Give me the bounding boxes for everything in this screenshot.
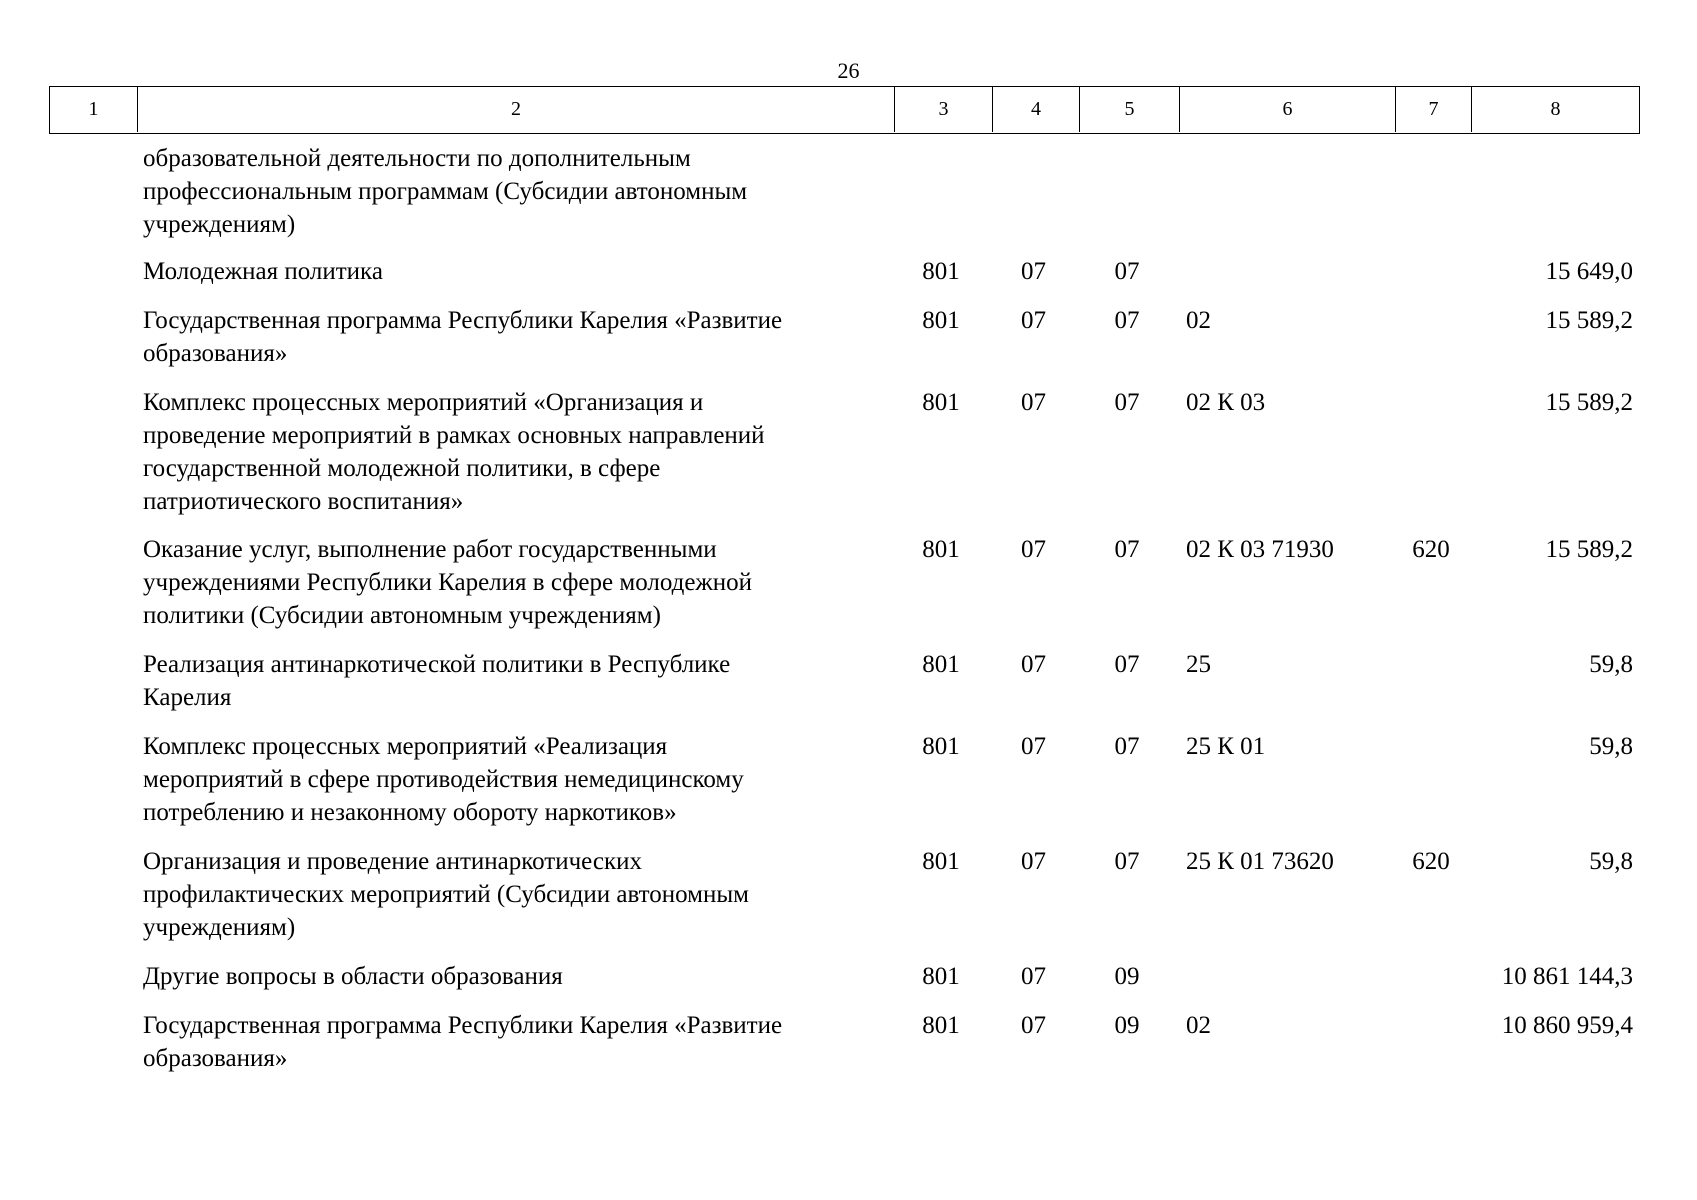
pr-code: 07: [1114, 389, 1140, 416]
rz-code: 07: [1021, 733, 1046, 760]
pr-code: 07: [1114, 848, 1140, 875]
row-description: [143, 533, 883, 632]
description-line: Карелия: [143, 684, 232, 711]
description-line: образования»: [143, 1045, 288, 1072]
description-line: Государственная программа Республики Карелия «Развитие: [143, 307, 783, 334]
header-cell-3: 3: [894, 87, 992, 132]
row-description: [143, 648, 883, 714]
description-line: Государственная программа Республики Карелия «Развитие: [143, 1012, 783, 1039]
description-line: Комплекс процессных мероприятий «Реализация: [143, 733, 668, 760]
sum-value: 10 861 144,3: [1501, 963, 1633, 990]
description-line: проведение мероприятий в рамках основных направлений: [143, 422, 765, 449]
rz-code: 07: [1021, 651, 1046, 678]
vr-code: 620: [1412, 848, 1450, 875]
table-header: [49, 86, 1640, 134]
rz-code: 07: [1021, 389, 1046, 416]
rz-code: 07: [1021, 307, 1046, 334]
rz-code: 07: [1021, 1012, 1046, 1039]
description-line: Реализация антинаркотической политики в Республике: [143, 651, 731, 678]
pr-code: 07: [1114, 258, 1140, 285]
gr-code: 801: [922, 848, 960, 875]
page-number: 26: [837, 58, 860, 83]
sum-value: 15 649,0: [1545, 258, 1633, 285]
description-line: патриотического воспитания»: [143, 488, 464, 515]
description-line: профилактических мероприятий (Субсидии автономным: [143, 881, 749, 908]
description-line: учреждениям): [143, 914, 296, 941]
row-description: [143, 845, 883, 944]
cs-code: 02 К 03 71930: [1186, 536, 1334, 563]
cs-code: 02: [1186, 307, 1211, 334]
description-line: Комплекс процессных мероприятий «Организация и: [143, 389, 704, 416]
row-description: [143, 960, 883, 993]
gr-code: 801: [922, 963, 960, 990]
rz-code: 07: [1021, 536, 1046, 563]
gr-code: 801: [922, 651, 960, 678]
rz-code: 07: [1021, 963, 1046, 990]
sum-value: 59,8: [1589, 651, 1633, 678]
row-description: [143, 730, 883, 829]
gr-code: 801: [922, 389, 960, 416]
description-line: Другие вопросы в области образования: [143, 963, 563, 990]
description-line: потреблению и незаконному обороту наркотиков»: [143, 799, 677, 826]
row-description: [143, 386, 883, 518]
description-line: образовательной деятельности по дополнительным: [143, 145, 691, 172]
header-cell-5: 5: [1079, 87, 1179, 132]
pr-code: 07: [1114, 536, 1140, 563]
pr-code: 07: [1114, 733, 1140, 760]
description-line: образования»: [143, 340, 288, 367]
row-description: [143, 255, 883, 288]
sum-value: 15 589,2: [1545, 389, 1633, 416]
description-line: политики (Субсидии автономным учреждениям): [143, 602, 661, 629]
description-line: учреждениям): [143, 211, 296, 238]
rz-code: 07: [1021, 258, 1046, 285]
row-description: [143, 142, 883, 241]
header-cell-2: 2: [137, 87, 894, 132]
gr-code: 801: [922, 307, 960, 334]
sum-value: 59,8: [1589, 848, 1633, 875]
description-line: Молодежная политика: [143, 258, 383, 285]
cs-code: 02: [1186, 1012, 1211, 1039]
sum-value: 15 589,2: [1545, 536, 1633, 563]
gr-code: 801: [922, 258, 960, 285]
cs-code: 25 К 01 73620: [1186, 848, 1334, 875]
row-description: [143, 1009, 883, 1075]
pr-code: 09: [1114, 963, 1140, 990]
cs-code: 25 К 01: [1186, 733, 1266, 760]
description-line: государственной молодежной политики, в сфере: [143, 455, 661, 482]
header-cell-4: 4: [992, 87, 1079, 132]
description-line: мероприятий в сфере противодействия немедицинскому: [143, 766, 744, 793]
header-cell-6: 6: [1179, 87, 1395, 132]
description-line: Организация и проведение антинаркотических: [143, 848, 643, 875]
header-cell-1: 1: [88, 98, 99, 120]
gr-code: 801: [922, 536, 960, 563]
cs-code: 25: [1186, 651, 1211, 678]
gr-code: 801: [922, 1012, 960, 1039]
vr-code: 620: [1412, 536, 1450, 563]
sum-value: 10 860 959,4: [1501, 1012, 1633, 1039]
cs-code: 02 К 03: [1186, 389, 1266, 416]
header-cell-7: 7: [1395, 87, 1471, 132]
sum-value: 15 589,2: [1545, 307, 1633, 334]
pr-code: 07: [1114, 651, 1140, 678]
header-cell-8: 8: [1471, 87, 1639, 132]
description-line: учреждениями Республики Карелия в сфере молодежной: [143, 569, 752, 596]
rz-code: 07: [1021, 848, 1046, 875]
description-line: Оказание услуг, выполнение работ государственными: [143, 536, 717, 563]
sum-value: 59,8: [1589, 733, 1633, 760]
pr-code: 07: [1114, 307, 1140, 334]
pr-code: 09: [1114, 1012, 1140, 1039]
gr-code: 801: [922, 733, 960, 760]
row-description: [143, 304, 883, 370]
description-line: профессиональным программам (Субсидии автономным: [143, 178, 748, 205]
